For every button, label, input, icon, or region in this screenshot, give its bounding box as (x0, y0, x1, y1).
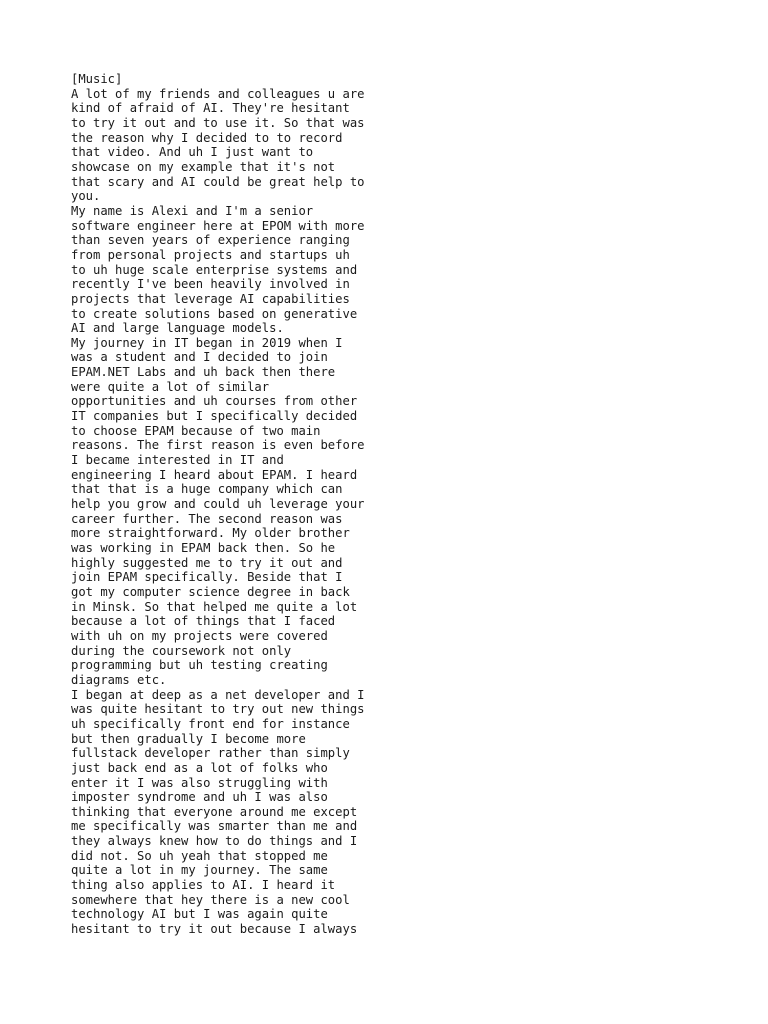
paragraph-music-tag: [Music] (71, 72, 123, 86)
transcript-page (71, 72, 391, 937)
paragraph-about-me: My name is Alexi and I'm a senior software engineer here at EPOM with more than seven years of experience ranging from personal projects and startups uh to uh huge scale enterprise systems and recently I've been heavily involved in projects that leverage AI capabilities to create solutions based on generative AI and large language models. (71, 203, 365, 336)
paragraph-journey: My journey in IT began in 2019 when I was a student and I decided to join EPAM.NET Labs and uh back then there were quite a lot of similar opportunities and uh courses from other IT companies but I specifically decided to choose EPAM because of two main reasons. The first reason is even before I became interested in IT and engineering I heard about EPAM. I heard that that is a huge company which can help you grow and could uh leverage your career further. The second reason was more straightforward. My older brother was working in EPAM back then. So he highly suggested me to try it out and join EPAM specifically. Beside that I got my computer science degree in back in Minsk. So that helped me quite a lot because a lot of things that I faced with uh on my projects were covered during the coursework not only programming but uh testing creating diagrams etc. (71, 335, 365, 687)
paragraph-early-career: I began at deep as a net developer and I was quite hesitant to try out new things uh specifically front end for instance but then gradually I become more fullstack developer rather than simply just back end as a lot of folks who enter it I was also struggling with imposter syndrome and uh I was also thinking that everyone around me except me specifically was smarter than me and they always knew how to do things and I did not. So uh yeah that stopped me quite a lot in my journey. The same thing also applies to AI. I heard it somewhere that hey there is a new cool technology AI but I was again quite hesitant to try it out because I always (71, 687, 365, 937)
paragraph-intro: A lot of my friends and colleagues u are kind of afraid of AI. They're hesitant to try it out and to use it. So that was the reason why I decided to to record that video. And uh I just want to showcase on my example that it's not that scary and AI could be great help to you. (71, 86, 365, 204)
